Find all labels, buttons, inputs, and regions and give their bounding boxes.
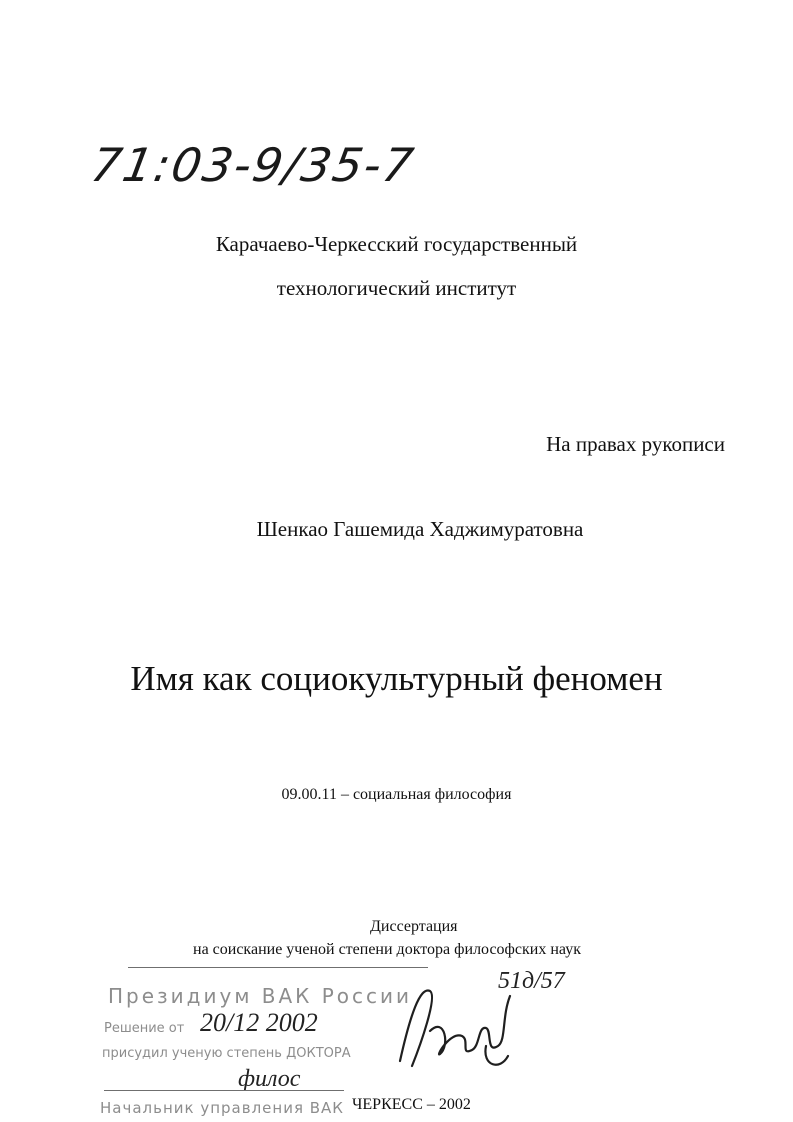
handwritten-date: 20/12 2002 bbox=[200, 1008, 318, 1037]
dissertation-title: Имя как социокультурный феномен bbox=[130, 659, 663, 698]
stamp-title: Президиум ВАК России bbox=[108, 984, 413, 1008]
author-name: Шенкао Гашемида Хаджимуратовна bbox=[256, 517, 584, 541]
stamp-decision-label: Решение от bbox=[104, 1021, 185, 1036]
shelf-code: 71:03-9/35-7 bbox=[87, 138, 420, 192]
stamp-head-text: Начальник управления ВАК bbox=[100, 1099, 344, 1117]
institute-name-line2: технологический институт bbox=[276, 276, 517, 300]
stamp-bottom-rule bbox=[104, 1090, 344, 1091]
dissertation-label: Диссертация bbox=[370, 918, 458, 935]
handwritten-degree: филос bbox=[238, 1066, 301, 1092]
institute-name-line1: Карачаево-Черкесский государственный bbox=[215, 232, 578, 256]
manuscript-rights-note: На правах рукописи bbox=[546, 432, 725, 456]
stamp-awarded-text: присудил ученую степень ДОКТОРА bbox=[102, 1046, 351, 1061]
degree-sought: на соискание ученой степени доктора философских наук bbox=[193, 941, 581, 958]
handwritten-number: 51д/57 bbox=[498, 968, 565, 994]
stamp-top-rule bbox=[128, 967, 428, 968]
specialty-code: 09.00.11 – социальная философия bbox=[281, 786, 512, 803]
signature-icon bbox=[390, 976, 530, 1076]
city-year: ЧЕРКЕСС – 2002 bbox=[352, 1096, 471, 1113]
